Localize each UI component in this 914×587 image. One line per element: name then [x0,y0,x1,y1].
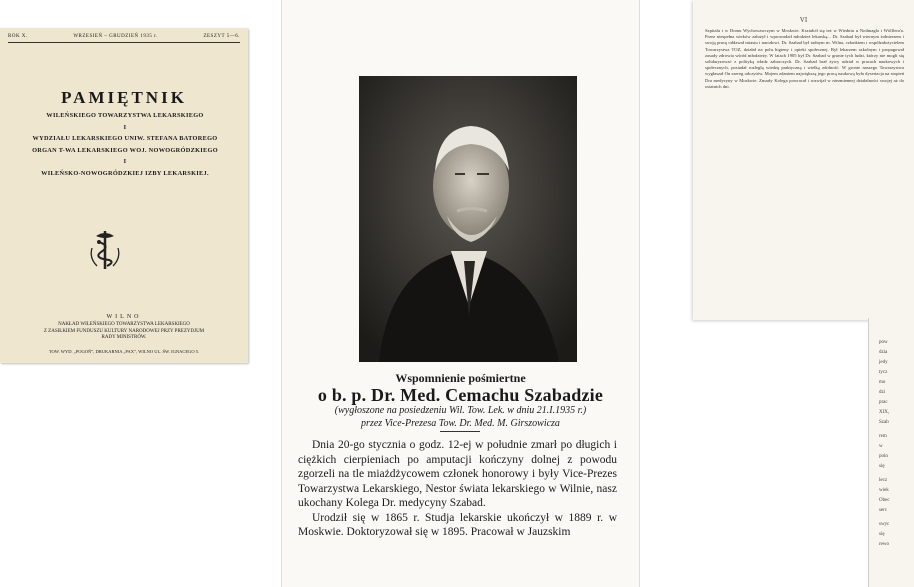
text-fragment: pow [879,340,888,345]
obituary-author: przez Vice-Prezesa Tow. Dr. Med. M. Girszowicza [361,418,560,429]
text-fragment: mo [879,380,886,385]
cover-org-line: WILEŃSKO-NOWOGRÓDZKIEJ IZBY LEKARSKIEJ. [41,169,209,177]
obituary-body [298,438,617,540]
text-fragment: swyc [879,522,890,527]
body-paragraph: Urodził się w 1865 r. Studja lekarskie ukończył w 1889 r. w Moskwie. Doktoryzował się w 1895. Pracował w Jauzskim [298,511,617,538]
cover-publisher-line: NAKŁAD WILEŃSKIEGO TOWARZYSTWA LEKARSKIEGO [58,322,190,327]
text-fragment: się [879,532,885,537]
text-fragment: się [879,464,885,469]
cover-city: WILNO [106,314,142,320]
cover-org-line: WYDZIAŁU LEKARSKIEGO UNIW. STEFANA BATOREGO [32,135,218,142]
page-number: VI [799,16,808,24]
cover-issue: ZESZYT 5—6. [203,34,240,39]
text-fragment: wiek [879,488,889,493]
obituary-heading: Wspomnienie pośmiertne [395,371,526,385]
cover-publisher-line: Z ZASIŁKIEM FUNDUSZU KULTURY NARODOWEJ PRZY PREZYDJUM [43,328,205,334]
cover-title: PAMIĘTNIK [61,88,187,107]
cover-organizations [12,110,238,179]
cover-org-line: ORGAN T-WA LEKARSKIEGO WOJ. NOWOGRÓDZKIEGO [32,146,218,154]
aesculapius-emblem-icon [87,228,123,272]
text-fragment: rewo [879,542,889,547]
continuation-page [693,0,914,320]
text-fragment: lecz [879,478,888,483]
cover-header [8,34,240,39]
cover-publisher [10,322,238,342]
text-fragment: XIX, [879,410,890,415]
text-fragment: serc [879,508,888,513]
cover-header-rule [8,42,240,43]
cover-printer: TOW. WYD. „POGOŃ”, DRUKARNIA „PAX”, WILNO UL. ŚW. IGNACEGO 5. [48,349,200,354]
text-fragment: prac [879,400,888,405]
cover-org-line: I [123,158,127,165]
text-fragment: poin [879,454,888,459]
cover-volume: ROK X. [8,34,28,39]
text-fragment: Szab [879,420,889,425]
cover-org-line: WILEŃSKIEGO TOWARZYSTWA LEKARSKIEGO [46,112,204,119]
text-fragment: Obec [879,498,890,503]
title-divider [440,431,480,432]
body-paragraph: Dnia 20-go stycznia o godz. 12-ej w południe zmarł po długich i ciężkich cierpieniach po amputacji kończyny dolnej z powodu zgorzeli na tle miażdżycowem członek honorowy i były Vice-Prezes Towarzystwa Lekarskiego, Nestor świata lekarskiego w Wilnie, nasz ukochany Kolega Dr. medycyny Szabad. [298,439,617,509]
continuation-text: Szpitalu i w Domu Wychowawczym w Moskwie. Kształcił się też w Wiedniu u Nothnagla i Wölflera'a. Przez niespełna wieków założył i wprowadził młodzież lekarską... Dr. Szabad był wiernym żołnierzem i swoją pracę oddawał miastu i narodowi. Dr. Szabad był radnym m. Wilna, członkiem i współzałożycielem Towarzystwa TOZ, działał na polu higieny i opieki społecznej. Był lekarzem szkolnym i propagował zasady zdrowia wśród młodzieży. W latach 1905 był Dr. Szabad w gronie tych ludzi, którzy nie mogli się solidaryzować z polityką władz zaborczych. Dr. Szabad brał żywy udział w pracach naukowych i społecznych, posiadał rozległą wiedzę praktyczną i wielką zdolność. W gronie naszego Towarzystwa wygłaszał On szereg odczytów. Mojem zdaniem największą jego pracą naukową była dysertacja na stopień Dra medycyny w Moskwie. Zmarły Kolega powracał i rozwijał w niezmiennej działalności swojej aż do ostatnich dni. [705,28,904,89]
text-fragment: w [879,444,883,449]
text-fragment: jedy [879,360,888,365]
obituary-subtitle: (wygłoszone na posiedzeniu Wil. Tow. Lek. w dniu 21.I.1935 r.) [334,405,587,416]
obituary-page [281,0,640,587]
text-fragment: dzia [879,350,888,355]
partial-page [868,318,914,587]
cover-org-line: I [123,123,127,131]
text-fragment: tycz [879,370,888,375]
journal-cover [0,28,248,363]
text-fragment: rem [879,434,887,439]
cover-date: WRZESIEŃ – GRUDZIEŃ 1935 r. [73,34,158,39]
obituary-title: o b. p. Dr. Med. Cemachu Szabadzie [317,385,604,405]
cover-publisher-line: RADY MINISTRÓW. [101,335,147,340]
portrait-photo [359,76,577,362]
text-fragment: dzi [879,390,886,395]
